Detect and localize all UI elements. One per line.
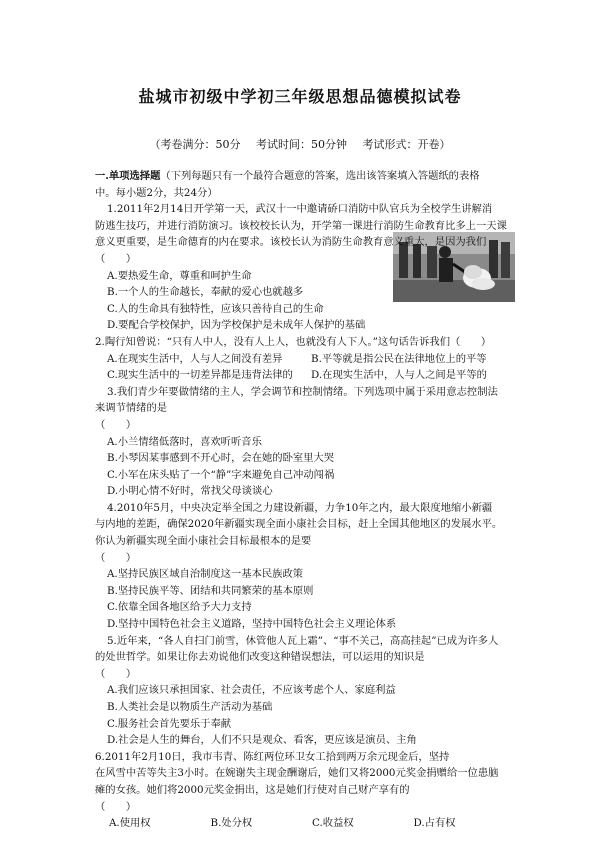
- q5-stem-line2: 的处世哲学。如果让你去劝说他们改变这种错误想法，可以运用的知识是: [95, 651, 425, 664]
- q6-stem-line3: 瘫的女孩。她们将2000元奖金捐出，这是她们行使对自己财产享有的: [95, 783, 410, 796]
- q1-option-a: A.要热爱生命，尊重和呵护生命: [107, 269, 252, 282]
- q2-stem: 2.陶行知曾说：“只有人中人，没有人上人，也就没有人下人。”这句话告诉我们（ ）: [95, 335, 492, 348]
- q6-stem-line2: 在风雪中苦等失主3小时。在婉谢失主现金酬谢后，她们又将2000元奖金捐赠给一位患脑: [95, 767, 499, 780]
- q6-option-c: C.收益权: [312, 817, 354, 830]
- q3-answer-bracket: （ ）: [95, 418, 137, 431]
- q4-stem-line1: 4.2010年5月，中央决定举全国之力建设新疆，力争10年之内，最大限度地缩小新疆: [107, 501, 493, 514]
- q3-stem-line1: 3.我们青少年要做情绪的主人，学会调节和控制情绪。下列选项中属于采用意志控制法: [107, 385, 498, 398]
- section-instructions-1: （下列每题只有一个最符合题意的答案，选出该答案填入答题纸的表格: [160, 170, 480, 182]
- q2-option-a: A.在现实生活中，人与人之间没有差异: [107, 352, 283, 365]
- q5-option-b: B.人类社会是以物质生产活动为基础: [107, 701, 273, 713]
- q2-options-row2: [95, 367, 515, 384]
- full-marks: （考卷满分：50分: [149, 138, 241, 151]
- page-title: 盐城市初级中学初三年级思想品德模拟试卷: [138, 87, 462, 106]
- q3-stem-line2: 来调节情绪的是: [95, 402, 168, 415]
- q6-stem-line1: 6.2011年2月10日，我市韦青、陈红两位环卫女工拾到两万余元现金后，坚持: [95, 750, 450, 763]
- q5-option-c: C.服务社会首先要乐于奉献: [107, 717, 232, 730]
- q6-option-b: B.处分权: [210, 817, 253, 830]
- q2-option-c: C.现实生活中的一切差异都是违背法律的: [107, 369, 293, 382]
- q2-option-d: D.在现实生活中，人与人之间是平等的: [311, 369, 487, 382]
- q4-stem-line2: 与内地的差距，确保2020年新疆实现全面小康社会目标，赶上全国其他地区的发展水平。: [95, 518, 503, 531]
- q1-stem-line3: 意义更重要，是生命德育的内在要求。该校长认为消防生命教育意义重大，是因为我们: [95, 236, 487, 249]
- section-instructions-2: 中。每小题2分，共24分）: [95, 186, 218, 199]
- q1-stem-line1: 1.2011年2月14日开学第一天，武汉十一中邀请硚口消防中队官兵为全校学生讲解消: [107, 203, 493, 216]
- q3-option-d: D.小明心情不好时，常找父母谈谈心: [107, 485, 273, 498]
- q6-options-row: [95, 815, 515, 832]
- q3-option-b: B.小琴因某事感到不开心时，会在她的卧室里大哭: [107, 452, 335, 465]
- questions: [95, 168, 515, 832]
- q1-option-d: D.要配合学校保护，因为学校保护是未成年人保护的基础: [107, 319, 366, 332]
- exam-info: [0, 136, 600, 152]
- q2-options-row1: [95, 351, 515, 368]
- q2-option-b: B.平等就是指公民在法律地位上的平等: [311, 352, 487, 365]
- section-heading: [95, 168, 515, 185]
- q4-option-b: B.坚持民族平等、团结和共同繁荣的基本原则: [107, 584, 314, 597]
- q5-stem-line1: 5.近年来，“各人自扫门前雪，休管他人瓦上霜”、“事不关己，高高挂起”已成为许多人: [107, 634, 499, 647]
- q1-answer-bracket: （ ）: [95, 252, 137, 265]
- exam-time: 考试时间：50分钟: [256, 138, 347, 151]
- q4-stem-line3: 你认为新疆实现全面小康社会目标最根本的是要: [95, 535, 312, 548]
- q1-option-b: B.一个人的生命越长，奉献的爱心也就越多: [107, 286, 304, 299]
- q5-answer-bracket: （ ）: [95, 667, 137, 680]
- q6-option-d: D.占有权: [413, 817, 456, 830]
- q4-option-c: C.依靠全国各地区给予大力支持: [107, 601, 252, 614]
- q3-option-a: A.小兰情绪低落时，喜欢听听音乐: [107, 435, 262, 448]
- q6-option-a: A.使用权: [109, 817, 151, 830]
- q5-option-a: A.我们应该只承担国家、社会责任，不应该考虑个人、家庭利益: [107, 684, 396, 697]
- q3-option-c: C.小军在床头贴了一个“静”字来避免自己冲动闯祸: [107, 468, 335, 481]
- exam-form: 考试形式：开卷）: [362, 138, 451, 151]
- q6-answer-bracket: （ ）: [95, 800, 137, 813]
- q4-answer-bracket: （ ）: [95, 551, 137, 564]
- q5-option-d: D.社会是人生的舞台，人们不只是观众、看客，更应该是演员、主角: [107, 734, 417, 747]
- q1-option-c: C.人的生命具有独特性，应该只善待自己的生命: [107, 302, 324, 315]
- q4-option-a: A.坚持民族区域自治制度这一基本民族政策: [107, 568, 304, 581]
- section-title: 一.单项选择题: [95, 170, 161, 182]
- q1-stem-line2: 防逃生技巧，并进行消防演习。该校校长认为，开学第一课进行消防生命教育比多上一天课: [95, 219, 507, 232]
- q4-option-d: D.坚持中国特色社会主义道路，坚持中国特色社会主义理论体系: [107, 618, 397, 631]
